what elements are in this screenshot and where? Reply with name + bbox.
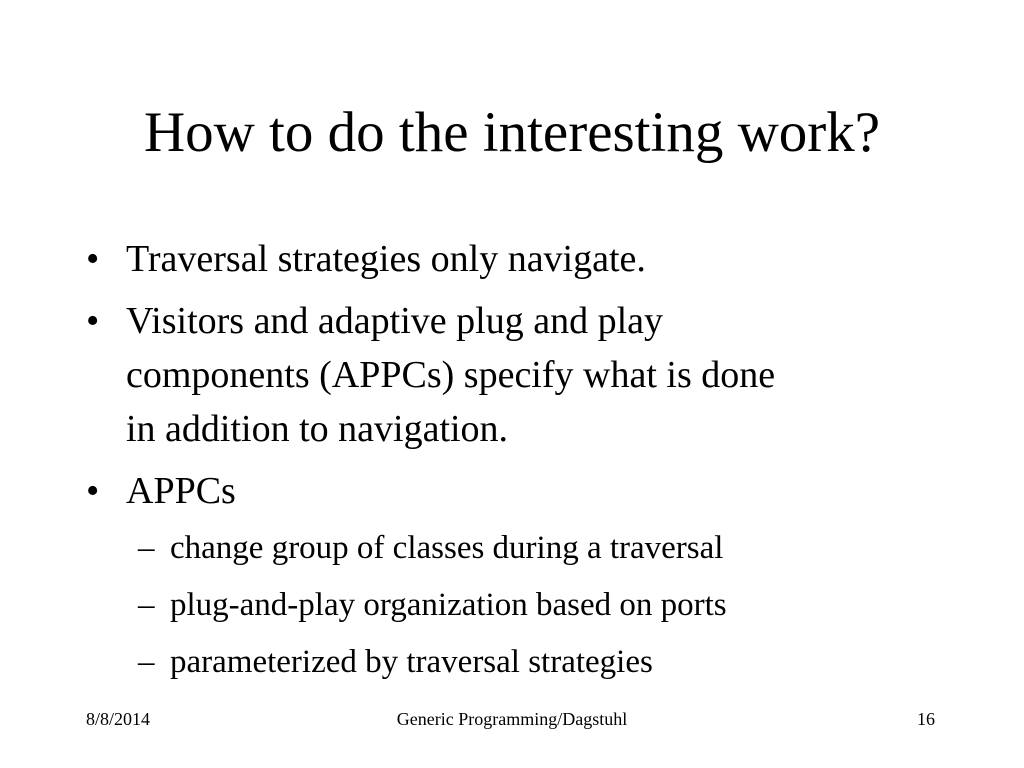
footer-date: 8/8/2014	[86, 709, 151, 729]
bullet-text-line: Visitors and adaptive plug and play	[126, 300, 663, 342]
bullet-item	[86, 464, 946, 518]
bullet-mark: •	[86, 470, 100, 512]
bullet-item	[86, 232, 946, 286]
sub-bullet-text: plug-and-play organization based on ports	[170, 587, 727, 623]
slide-title: How to do the interesting work?	[143, 101, 881, 164]
bullet-mark: •	[86, 238, 100, 280]
sub-bullet-item	[86, 640, 946, 685]
sub-bullet-text: change group of classes during a traversal	[170, 530, 724, 566]
bullet-item	[86, 294, 946, 456]
bullet-text: APPCs	[126, 470, 236, 512]
sub-bullet-mark: –	[138, 644, 155, 680]
bullet-text-line: components (APPCs) specify what is done	[126, 354, 776, 396]
footer-title: Generic Programming/Dagstuhl	[396, 709, 628, 729]
slide-body	[86, 232, 946, 697]
footer-page-number: 16	[917, 709, 935, 729]
sub-bullet-item	[86, 526, 946, 571]
bullet-text-line: in addition to navigation.	[126, 408, 509, 450]
sub-bullet-mark: –	[138, 530, 155, 566]
bullet-mark: •	[86, 300, 100, 342]
bullet-text: Traversal strategies only navigate.	[126, 238, 646, 280]
sub-bullet-item	[86, 583, 946, 628]
sub-bullet-mark: –	[138, 587, 155, 623]
sub-bullet-text: parameterized by traversal strategies	[170, 644, 653, 680]
